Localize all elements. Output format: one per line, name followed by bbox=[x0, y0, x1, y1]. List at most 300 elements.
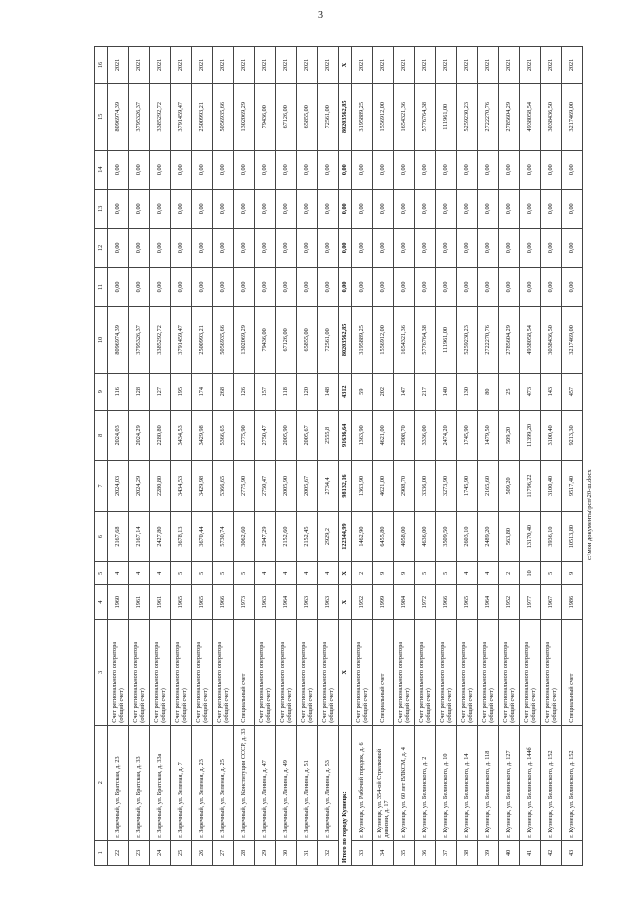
table-cell: 1745,90 bbox=[457, 461, 478, 512]
table-cell: 0,00 bbox=[213, 267, 234, 306]
table-cell: 5730,74 bbox=[213, 511, 234, 562]
table-cell: Счет регионального оператора (общий счет) bbox=[171, 619, 192, 725]
total-cell: 0,00 bbox=[339, 267, 352, 306]
column-header-4: 4 bbox=[95, 585, 108, 620]
table-cell: Счет регионального оператора (общий счет) bbox=[192, 619, 213, 725]
table-cell: 0,00 bbox=[276, 267, 297, 306]
table-row bbox=[255, 47, 276, 866]
table-cell: 2024,03 bbox=[108, 410, 129, 461]
total-label: Итого по городу Кузнецк: bbox=[339, 725, 352, 865]
table-cell: 3038436,50 bbox=[541, 307, 562, 374]
table-cell: 2785604,29 bbox=[499, 307, 520, 374]
table-cell: 2021 bbox=[373, 47, 394, 84]
table-row bbox=[415, 47, 436, 866]
table-cell: 1556912,00 bbox=[373, 307, 394, 374]
table-cell: 0,00 bbox=[352, 228, 373, 267]
table-cell: 2005,67 bbox=[297, 410, 318, 461]
table-cell: 43 bbox=[562, 840, 583, 865]
table-cell: 0,00 bbox=[297, 150, 318, 189]
table-cell: 5 bbox=[415, 562, 436, 585]
table-cell: 34 bbox=[373, 840, 394, 865]
table-body bbox=[108, 47, 583, 866]
table-cell: 0,00 bbox=[213, 189, 234, 228]
column-header-14: 14 bbox=[95, 150, 108, 189]
table-cell: 509,20 bbox=[499, 461, 520, 512]
table-cell: 5366,65 bbox=[213, 461, 234, 512]
table-cell: 0,00 bbox=[562, 150, 583, 189]
table-cell: 0,00 bbox=[457, 189, 478, 228]
table-row bbox=[213, 47, 234, 866]
column-header-5: 5 bbox=[95, 562, 108, 585]
table-cell: 5 bbox=[192, 562, 213, 585]
table-cell: 0,00 bbox=[150, 267, 171, 306]
table-cell: 0,00 bbox=[171, 228, 192, 267]
table-cell: 25 bbox=[171, 840, 192, 865]
table-cell: 3791459,47 bbox=[171, 307, 192, 374]
table-cell: 195 bbox=[171, 373, 192, 410]
table-cell: 0,00 bbox=[213, 150, 234, 189]
table-row bbox=[129, 47, 150, 866]
table-cell: 3795326,37 bbox=[129, 307, 150, 374]
table-cell: 59 bbox=[352, 373, 373, 410]
table-cell: 0,00 bbox=[192, 189, 213, 228]
table-cell: 65855,00 bbox=[297, 83, 318, 150]
total-cell: 4312 bbox=[339, 373, 352, 410]
table-cell: 38 bbox=[457, 840, 478, 865]
table-cell: г. Кузнецк, ул. Белинского, д. 118 bbox=[478, 725, 499, 840]
table-cell: 3195889,25 bbox=[352, 307, 373, 374]
table-cell: 0,00 bbox=[541, 267, 562, 306]
table-cell: 0,00 bbox=[457, 267, 478, 306]
table-cell: 5 bbox=[171, 562, 192, 585]
table-cell: 1973 bbox=[234, 585, 255, 620]
table-cell: 0,00 bbox=[373, 150, 394, 189]
table-cell: 3385292,72 bbox=[150, 83, 171, 150]
table-cell: 130 bbox=[457, 373, 478, 410]
table-cell: 0,00 bbox=[129, 150, 150, 189]
table-cell: 32 bbox=[318, 840, 339, 865]
total-cell: 91636,64 bbox=[339, 410, 352, 461]
table-cell: 0,00 bbox=[171, 189, 192, 228]
table-cell: 39 bbox=[478, 840, 499, 865]
table-cell: 1965 bbox=[171, 585, 192, 620]
table-cell: 4 bbox=[276, 562, 297, 585]
table-cell: 2947,29 bbox=[255, 511, 276, 562]
table-cell: 0,00 bbox=[352, 189, 373, 228]
table-cell: 157 bbox=[255, 373, 276, 410]
column-header-8: 8 bbox=[95, 410, 108, 461]
table-header bbox=[95, 47, 108, 866]
table-cell: 0,00 bbox=[352, 150, 373, 189]
table-cell: 2021 bbox=[436, 47, 457, 84]
column-header-15: 15 bbox=[95, 83, 108, 150]
total-cell: 0,00 bbox=[339, 228, 352, 267]
total-cell: 98132,16 bbox=[339, 461, 352, 512]
table-cell: 3509,50 bbox=[436, 511, 457, 562]
table-cell: 2024,29 bbox=[129, 461, 150, 512]
table-cell: 0,00 bbox=[394, 189, 415, 228]
table-cell: г. Кузнецк, ул. 60 лет ВЛКСМ, д. 4 bbox=[394, 725, 415, 840]
table-cell: 563,80 bbox=[499, 511, 520, 562]
table-cell: 1654321,36 bbox=[394, 83, 415, 150]
table-cell: 2021 bbox=[457, 47, 478, 84]
column-header-16: 16 bbox=[95, 47, 108, 84]
table-row bbox=[318, 47, 339, 866]
table-cell: г. Заречный, ул. Конституции СССР, д. 33 bbox=[234, 725, 255, 840]
table-cell: 0,00 bbox=[150, 150, 171, 189]
table-cell: 0,00 bbox=[541, 228, 562, 267]
table-cell: 2021 bbox=[415, 47, 436, 84]
table-cell: 8096974,39 bbox=[108, 307, 129, 374]
table-cell: 4 bbox=[255, 562, 276, 585]
table-cell: 0,00 bbox=[108, 189, 129, 228]
table-cell: 2021 bbox=[192, 47, 213, 84]
table-cell: 11399,20 bbox=[520, 410, 541, 461]
total-row bbox=[339, 47, 352, 866]
table-cell: г. Кузнецк, ул. 354-ой Стрелковой дивизии, д. 17 bbox=[373, 725, 394, 840]
table-cell: 9213,30 bbox=[562, 410, 583, 461]
table-cell: 0,00 bbox=[150, 189, 171, 228]
total-cell: X bbox=[339, 562, 352, 585]
table-cell: 1952 bbox=[499, 585, 520, 620]
table-cell: г. Кузнецк, ул. Белинского, д. 144б bbox=[520, 725, 541, 840]
table-cell: 1999 bbox=[373, 585, 394, 620]
total-cell: X bbox=[339, 585, 352, 620]
table-cell: 1977 bbox=[520, 585, 541, 620]
table-cell: 1986 bbox=[562, 585, 583, 620]
table-cell: 3434,53 bbox=[171, 461, 192, 512]
table-cell: 2734,4 bbox=[318, 461, 339, 512]
table-cell: 2005,90 bbox=[276, 410, 297, 461]
column-header-10: 10 bbox=[95, 307, 108, 374]
table-cell: 2021 bbox=[541, 47, 562, 84]
table-cell: 457 bbox=[562, 373, 583, 410]
table-cell: 3670,44 bbox=[192, 511, 213, 562]
table-cell: 2152,60 bbox=[276, 511, 297, 562]
table-cell: 2005,90 bbox=[276, 461, 297, 512]
table-cell: 4 bbox=[150, 562, 171, 585]
table-cell: 1966 bbox=[213, 585, 234, 620]
table-cell: 5259230,23 bbox=[457, 83, 478, 150]
table-cell: 3434,53 bbox=[171, 410, 192, 461]
table-cell: 2021 bbox=[276, 47, 297, 84]
table-cell: 28 bbox=[234, 840, 255, 865]
table-cell: 0,00 bbox=[276, 189, 297, 228]
table-cell: Счет регионального оператора (общий счет) bbox=[457, 619, 478, 725]
table-cell: 3791459,47 bbox=[171, 83, 192, 150]
table-cell: 1960 bbox=[108, 585, 129, 620]
table-cell: 2 bbox=[499, 562, 520, 585]
table-row bbox=[562, 47, 583, 866]
table-cell: 0,00 bbox=[318, 150, 339, 189]
table-cell: 42 bbox=[541, 840, 562, 865]
table-cell: 0,00 bbox=[129, 189, 150, 228]
table-cell: 4636,00 bbox=[415, 511, 436, 562]
table-cell: г. Кузнецк, ул. Белинского, д. 152 bbox=[541, 725, 562, 840]
table-cell: 0,00 bbox=[192, 150, 213, 189]
table-cell: 0,00 bbox=[499, 228, 520, 267]
table-cell: 4 bbox=[478, 562, 499, 585]
table-cell: 0,00 bbox=[213, 228, 234, 267]
table-cell: Счет регионального оператора (общий счет) bbox=[541, 619, 562, 725]
table-cell: 0,00 bbox=[436, 150, 457, 189]
table-cell: 0,00 bbox=[415, 189, 436, 228]
table-cell: 2 bbox=[352, 562, 373, 585]
table-cell: 0,00 bbox=[394, 267, 415, 306]
table-cell: г. Кузнецк, ул. Белинского, д. 152 bbox=[562, 725, 583, 840]
table-cell: 5 bbox=[436, 562, 457, 585]
table-cell: 4 bbox=[318, 562, 339, 585]
table-cell: 0,00 bbox=[318, 228, 339, 267]
table-cell: 0,00 bbox=[192, 267, 213, 306]
table-row bbox=[541, 47, 562, 866]
table-cell: Счет регионального оператора (общий счет) bbox=[297, 619, 318, 725]
table-cell: г. Заречный, ул. Братская, д. 23 bbox=[108, 725, 129, 840]
table-cell: 127 bbox=[150, 373, 171, 410]
table-row bbox=[171, 47, 192, 866]
table-cell: 40 bbox=[499, 840, 520, 865]
column-header-9: 9 bbox=[95, 373, 108, 410]
column-header-13: 13 bbox=[95, 189, 108, 228]
table-cell: 79436,00 bbox=[255, 307, 276, 374]
total-cell: 0,00 bbox=[339, 150, 352, 189]
total-cell: X bbox=[339, 619, 352, 725]
table-cell: 1963 bbox=[297, 585, 318, 620]
table-cell: 2603,10 bbox=[457, 511, 478, 562]
table-cell: 3429,98 bbox=[192, 410, 213, 461]
table-cell: Специальный счет bbox=[234, 619, 255, 725]
total-cell: 122344,99 bbox=[339, 511, 352, 562]
table-cell: 72561,00 bbox=[318, 307, 339, 374]
table-cell: 2021 bbox=[150, 47, 171, 84]
table-row bbox=[276, 47, 297, 866]
table-cell: 72561,00 bbox=[318, 83, 339, 150]
table-cell: 0,00 bbox=[457, 228, 478, 267]
table-cell: Счет регионального оператора (общий счет) bbox=[520, 619, 541, 725]
table-cell: 31 bbox=[297, 840, 318, 865]
table-cell: 3062,60 bbox=[234, 511, 255, 562]
table-cell: 30 bbox=[276, 840, 297, 865]
table-cell: 5776764,38 bbox=[415, 83, 436, 150]
table-cell: 2021 bbox=[520, 47, 541, 84]
table-cell: 0,00 bbox=[478, 267, 499, 306]
table-cell: 120 bbox=[297, 373, 318, 410]
table-cell: Счет регионального оператора (общий счет) bbox=[478, 619, 499, 725]
table-cell: 3217469,00 bbox=[562, 307, 583, 374]
table-cell: 0,00 bbox=[373, 189, 394, 228]
table-cell: 1952 bbox=[352, 585, 373, 620]
table-cell: 0,00 bbox=[234, 150, 255, 189]
column-header-6: 6 bbox=[95, 511, 108, 562]
table-cell: 9 bbox=[394, 562, 415, 585]
table-cell: 41 bbox=[520, 840, 541, 865]
table-row bbox=[352, 47, 373, 866]
table-cell: 0,00 bbox=[129, 267, 150, 306]
table-cell: 2280,80 bbox=[150, 461, 171, 512]
table-cell: 0,00 bbox=[234, 189, 255, 228]
table-cell: Счет регионального оператора (общий счет) bbox=[255, 619, 276, 725]
table-cell: 0,00 bbox=[352, 267, 373, 306]
table-cell: 2167,14 bbox=[129, 511, 150, 562]
table-cell: 26 bbox=[192, 840, 213, 865]
table-cell: 2021 bbox=[318, 47, 339, 84]
table-cell: 3336,00 bbox=[415, 410, 436, 461]
table-cell: 0,00 bbox=[171, 150, 192, 189]
table-cell: 10 bbox=[520, 562, 541, 585]
table-row bbox=[499, 47, 520, 866]
total-cell: X bbox=[339, 47, 352, 84]
table-cell: 0,00 bbox=[499, 189, 520, 228]
table-cell: 36 bbox=[415, 840, 436, 865]
table-cell: 1479,50 bbox=[478, 410, 499, 461]
table-cell: 0,00 bbox=[415, 267, 436, 306]
table-cell: 3385292,72 bbox=[150, 307, 171, 374]
table-cell: 9 bbox=[373, 562, 394, 585]
table-cell: 4 bbox=[108, 562, 129, 585]
table-cell: 2775,90 bbox=[234, 461, 255, 512]
table-cell: 0,00 bbox=[108, 150, 129, 189]
table-cell: 174 bbox=[192, 373, 213, 410]
table-cell: 147 bbox=[394, 373, 415, 410]
table-cell: 0,00 bbox=[541, 189, 562, 228]
table-cell: 0,00 bbox=[255, 150, 276, 189]
table-cell: 0,00 bbox=[297, 189, 318, 228]
table-cell: 2750,47 bbox=[255, 410, 276, 461]
table-cell: г. Кузнецк, ул. Белинского, д. 14 bbox=[457, 725, 478, 840]
table-cell: 0,00 bbox=[276, 228, 297, 267]
table-cell: 0,00 bbox=[318, 267, 339, 306]
total-cell: 0,00 bbox=[339, 189, 352, 228]
table-cell: 1964 bbox=[276, 585, 297, 620]
table-cell: 2785604,29 bbox=[499, 83, 520, 150]
table-cell: 0,00 bbox=[520, 150, 541, 189]
table-row bbox=[192, 47, 213, 866]
table-cell: 0,00 bbox=[415, 150, 436, 189]
table-cell: 4 bbox=[457, 562, 478, 585]
table-cell: 116 bbox=[108, 373, 129, 410]
table-cell: 2005,67 bbox=[297, 461, 318, 512]
table-cell: 2024,29 bbox=[129, 410, 150, 461]
table-cell: 1961 bbox=[129, 585, 150, 620]
table-cell: Счет регионального оператора (общий счет) bbox=[318, 619, 339, 725]
table-cell: 0,00 bbox=[520, 267, 541, 306]
table-cell: 143 bbox=[541, 373, 562, 410]
table-cell: 29 bbox=[255, 840, 276, 865]
table-cell: 3038436,50 bbox=[541, 83, 562, 150]
table-cell: 2021 bbox=[352, 47, 373, 84]
table-cell: 0,00 bbox=[129, 228, 150, 267]
table-cell: г. Кузнецк, ул. Белинского, д. 10 bbox=[436, 725, 457, 840]
column-header-12: 12 bbox=[95, 228, 108, 267]
table-cell: 2021 bbox=[255, 47, 276, 84]
table-cell: 0,00 bbox=[255, 189, 276, 228]
table-row bbox=[394, 47, 415, 866]
table-cell: 0,00 bbox=[234, 267, 255, 306]
table-cell: 217 bbox=[415, 373, 436, 410]
table-cell: Счет регионального оператора (общий счет) bbox=[108, 619, 129, 725]
table-cell: 0,00 bbox=[297, 267, 318, 306]
table-cell: 1556912,00 bbox=[373, 83, 394, 150]
table-cell: 0,00 bbox=[108, 228, 129, 267]
table-cell: 0,00 bbox=[108, 267, 129, 306]
table-cell: 5056935,66 bbox=[213, 83, 234, 150]
table-cell: 2929,2 bbox=[318, 511, 339, 562]
table-cell: 1984 bbox=[394, 585, 415, 620]
table-cell: 25 bbox=[499, 373, 520, 410]
table-cell: 0,00 bbox=[436, 189, 457, 228]
table-cell: 2167,68 bbox=[108, 511, 129, 562]
table-cell: 3100,40 bbox=[541, 461, 562, 512]
table-cell: 4 bbox=[297, 562, 318, 585]
table-row bbox=[234, 47, 255, 866]
table-cell: 8096974,39 bbox=[108, 83, 129, 150]
table-cell: 111961,00 bbox=[436, 307, 457, 374]
table-cell: г. Заречный, ул. Ленина, д. 49 bbox=[276, 725, 297, 840]
table-cell: 2021 bbox=[394, 47, 415, 84]
table-cell: 4938058,54 bbox=[520, 307, 541, 374]
table-cell: 5056935,66 bbox=[213, 307, 234, 374]
table-cell: 1964 bbox=[478, 585, 499, 620]
table-cell: 1966 bbox=[436, 585, 457, 620]
table-cell: г. Заречный, ул. Зеленая, д. 25 bbox=[213, 725, 234, 840]
table-cell: 0,00 bbox=[478, 189, 499, 228]
table-cell: 0,00 bbox=[373, 267, 394, 306]
table-cell: г. Заречный, ул. Братская, д. 33а bbox=[150, 725, 171, 840]
table-cell: 1462,90 bbox=[352, 511, 373, 562]
table-cell: 5 bbox=[213, 562, 234, 585]
table-cell: г. Заречный, ул. Братская, д. 33 bbox=[129, 725, 150, 840]
table-row bbox=[297, 47, 318, 866]
table-cell: г. Заречный, ул. Ленина, д. 47 bbox=[255, 725, 276, 840]
table-cell: 65855,00 bbox=[297, 307, 318, 374]
table-cell: Счет регионального оператора (общий счет) bbox=[129, 619, 150, 725]
table-cell: 2021 bbox=[297, 47, 318, 84]
table-cell: 2474,20 bbox=[436, 410, 457, 461]
table-cell: 2021 bbox=[499, 47, 520, 84]
table-cell: 0,00 bbox=[255, 228, 276, 267]
table-row bbox=[478, 47, 499, 866]
table-cell: 3100,40 bbox=[541, 410, 562, 461]
table-cell: 11796,22 bbox=[520, 461, 541, 512]
table-cell: 2722270,76 bbox=[478, 307, 499, 374]
table-cell: Счет регионального оператора (общий счет) bbox=[499, 619, 520, 725]
table-cell: 37 bbox=[436, 840, 457, 865]
table-cell: 6455,80 bbox=[373, 511, 394, 562]
table-cell: 3795326,37 bbox=[129, 83, 150, 150]
table-cell: 3336,00 bbox=[415, 461, 436, 512]
table-cell: 1967 bbox=[541, 585, 562, 620]
table-cell: 1965 bbox=[457, 585, 478, 620]
table-cell: 5366,65 bbox=[213, 410, 234, 461]
table-cell: 3936,10 bbox=[541, 511, 562, 562]
table-cell: 140 bbox=[436, 373, 457, 410]
table-cell: 202 bbox=[373, 373, 394, 410]
table-cell: 1363,90 bbox=[352, 410, 373, 461]
table-cell: 0,00 bbox=[373, 228, 394, 267]
table-cell: 0,00 bbox=[150, 228, 171, 267]
table-cell: 9517,40 bbox=[562, 461, 583, 512]
table-cell: 2427,80 bbox=[150, 511, 171, 562]
table-cell: 0,00 bbox=[541, 150, 562, 189]
table-cell: 0,00 bbox=[394, 150, 415, 189]
table-cell: 3273,90 bbox=[436, 461, 457, 512]
rotated-table-container bbox=[94, 46, 583, 866]
table-cell: Счет регионального оператора (общий счет) bbox=[276, 619, 297, 725]
table-cell: 2908,70 bbox=[394, 461, 415, 512]
table-cell: 67126,00 bbox=[276, 83, 297, 150]
table-cell: 2021 bbox=[129, 47, 150, 84]
table-cell: г. Заречный, ул. Ленина, д. 51 bbox=[297, 725, 318, 840]
